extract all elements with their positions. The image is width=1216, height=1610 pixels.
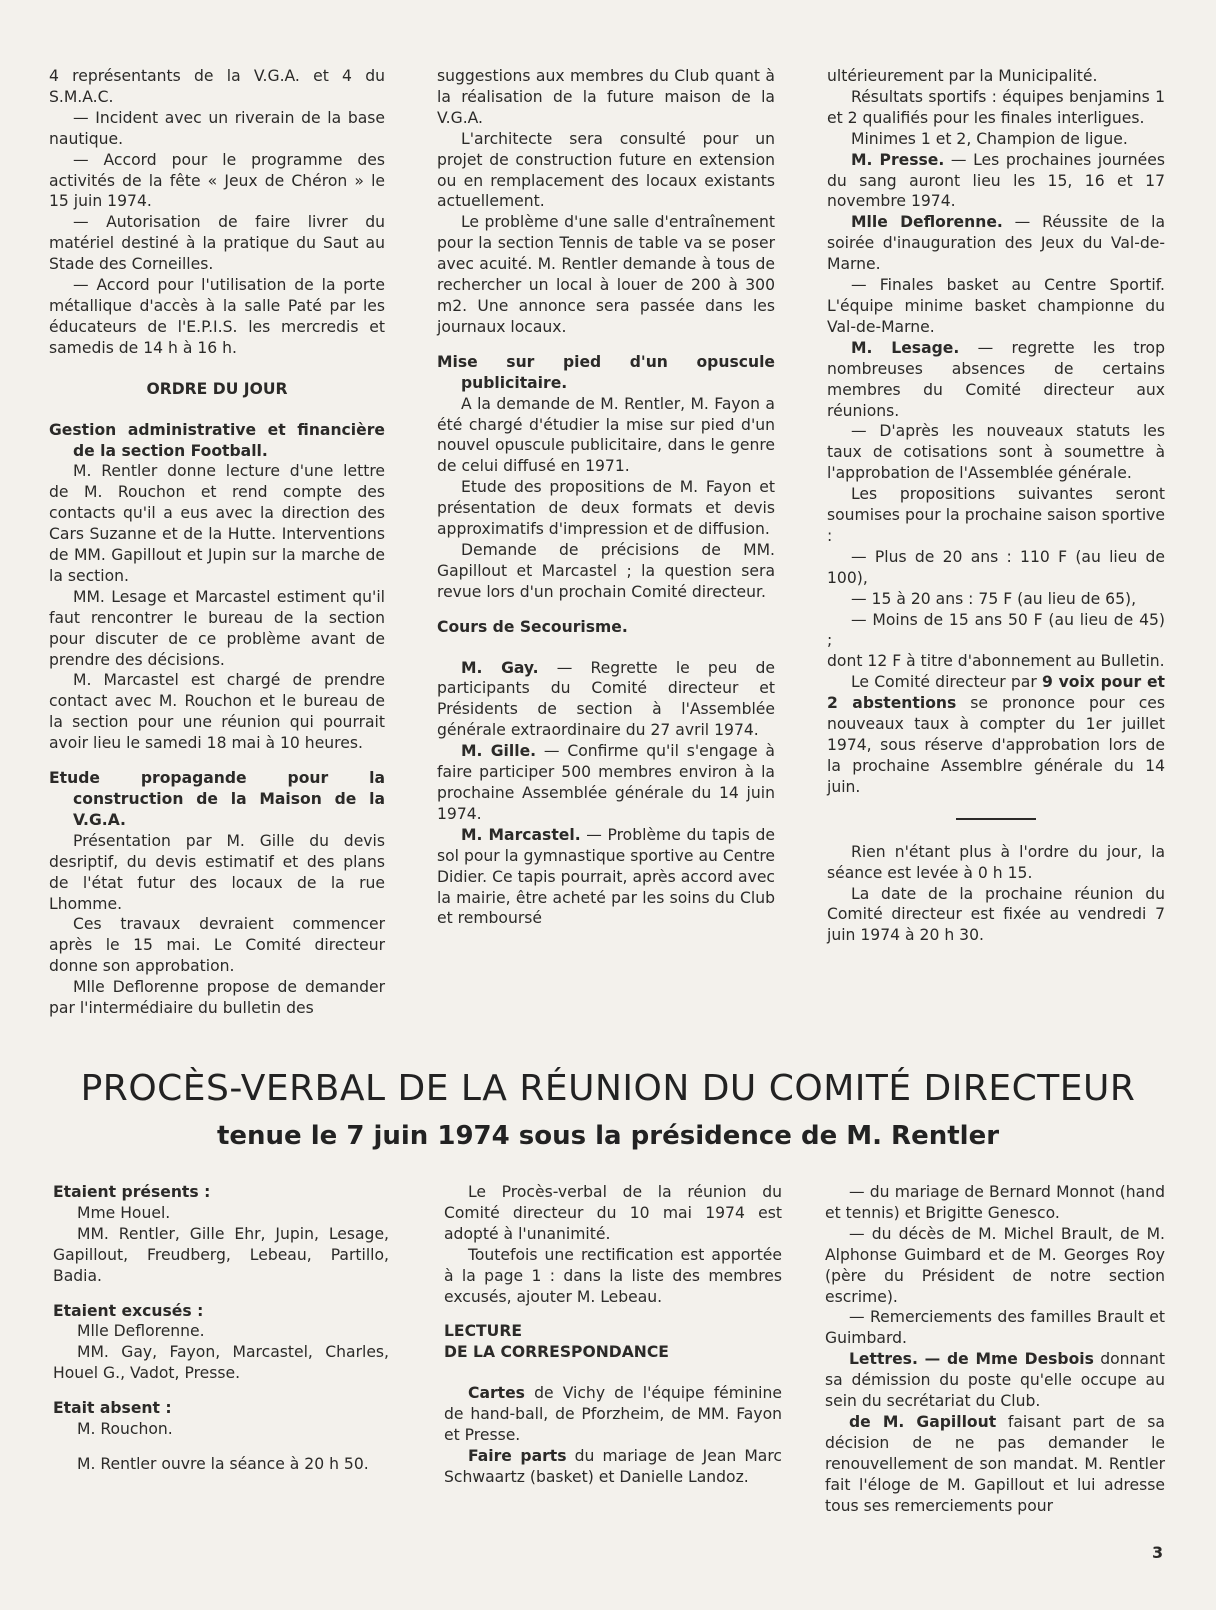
- paragraph: — Accord pour le programme des activités de la fête « Jeux de Chéron » le 15 juin 1974.: [49, 150, 385, 211]
- speaker-text: — Regrette le peu de participants du Comité directeur et Présidents de section à l'Assemblée générale extraordinaire du 27 avril 1974.: [437, 658, 775, 740]
- speaker-name: M. Marcastel.: [461, 825, 581, 844]
- page-subtitle: tenue le 7 juin 1974 sous la présidence de M. Rentler: [216, 1121, 1000, 1151]
- section-heading: LECTURE: [444, 1322, 522, 1341]
- paragraph: — Moins de 15 ans 50 F (au lieu de 45) ;: [827, 610, 1165, 650]
- speaker-text: — regrette les trop nombreuses absences de certains membres du Comité directeur aux réunions.: [827, 338, 1165, 420]
- top-column-3: [827, 66, 1165, 946]
- page-title: PROCÈS-VERBAL DE LA RÉUNION DU COMITÉ DIRECTEUR: [80, 1068, 1136, 1109]
- vote-result: 9 voix pour et 2 abstentions: [827, 673, 1165, 713]
- paragraph: [827, 212, 1165, 275]
- paragraph: Minimes 1 et 2, Champion de ligue.: [851, 129, 1128, 148]
- section-heading: Etaient excusés :: [53, 1301, 204, 1320]
- section-heading: Cours de Secourisme.: [437, 617, 628, 636]
- section-heading: Etude propagande pour la construction de la Maison de la V.G.A.: [49, 769, 385, 829]
- paragraph: Résultats sportifs : équipes benjamins 1 et 2 qualifiés pour les finales interligues.: [827, 87, 1165, 127]
- paragraph: M. Rentler ouvre la séance à 20 h 50.: [77, 1454, 369, 1473]
- paragraph: Mme Houel.: [77, 1203, 171, 1222]
- paragraph: — Accord pour l'utilisation de la porte métallique d'accès à la salle Paté par les éducateurs de l'E.P.I.S. les mercredis et samedis de 14 h à 16 h.: [49, 276, 385, 357]
- paragraph: — Finales basket au Centre Sportif. L'équipe minime basket championne du Val-de-Marne.: [827, 276, 1165, 336]
- keyword: de M. Gapillout: [849, 1412, 997, 1431]
- paragraph: [444, 1446, 782, 1488]
- paragraph: MM. Lesage et Marcastel estiment qu'il faut rencontrer le bureau de la section pour discuter de ce problème avant de prendre des décisions.: [49, 587, 385, 669]
- paragraph: — du décès de M. Michel Brault, de M. Alphonse Guimbard et de M. Georges Roy (père du Président de notre section escrime).: [825, 1224, 1165, 1306]
- paragraph: [437, 825, 775, 930]
- top-column-2: [437, 66, 775, 929]
- paragraph: [444, 1383, 782, 1446]
- paragraph: — 15 à 20 ans : 75 F (au lieu de 65),: [851, 589, 1137, 608]
- paragraph: [827, 672, 1165, 797]
- section-heading: Mise sur pied d'un opuscule publicitaire.: [437, 352, 775, 392]
- bottom-column-1: [53, 1182, 389, 1475]
- paragraph: Rien n'étant plus à l'ordre du jour, la séance est levée à 0 h 15.: [827, 842, 1165, 882]
- keyword: Faire parts: [468, 1446, 567, 1465]
- speaker-name: Mlle Deflorenne.: [851, 213, 1003, 232]
- paragraph: MM. Gay, Fayon, Marcastel, Charles, Houel G., Vadot, Presse.: [53, 1343, 389, 1383]
- speaker-text: — Les prochaines journées du sang auront lieu les 15, 16 et 17 novembre 1974.: [827, 150, 1165, 211]
- paragraph: — Plus de 20 ans : 110 F (au lieu de 100),: [827, 547, 1165, 587]
- paragraph: M. Rentler donne lecture d'une lettre de M. Rouchon et rend compte des contacts qu'il a eus avec la direction des Cars Suzanne et de la Hutte. Interventions de MM. Gapillout et Jupin sur la marche de la section.: [49, 462, 385, 585]
- vote-text: Le Comité directeur par: [851, 673, 1042, 692]
- paragraph: Mlle Deflorenne.: [77, 1322, 205, 1341]
- speaker-name: M. Gay.: [461, 658, 539, 677]
- speaker-name: M. Lesage.: [851, 338, 960, 357]
- bottom-column-2: [444, 1182, 782, 1488]
- divider: [956, 818, 1036, 820]
- section-heading: DE LA CORRESPONDANCE: [444, 1343, 669, 1362]
- paragraph: 4 représentants de la V.G.A. et 4 du S.M.A.C.: [49, 67, 385, 106]
- paragraph: [825, 1412, 1165, 1517]
- paragraph: Les propositions suivantes seront soumises pour la prochaine saison sportive :: [827, 485, 1165, 545]
- paragraph: [437, 658, 775, 742]
- paragraph: dont 12 F à titre d'abonnement au Bulletin.: [827, 652, 1165, 671]
- paragraph: Le problème d'une salle d'entraînement pour la section Tennis de table va se poser avec acuité. M. Rentler demande à tous de rechercher un local à louer de 200 à 300 m2. Une annonce sera passée dans les journaux locaux.: [437, 213, 775, 336]
- paragraph: — Autorisation de faire livrer du matériel destiné à la pratique du Saut au Stade des Corneilles.: [49, 213, 385, 274]
- speaker-name: M. Presse.: [851, 150, 945, 169]
- paragraph: Etude des propositions de M. Fayon et présentation de deux formats et devis approximatifs d'impression et de diffusion.: [437, 478, 775, 539]
- paragraph: — D'après les nouveaux statuts les taux de cotisations sont à soumettre à l'approbation de l'Assemblée générale.: [827, 422, 1165, 483]
- text: donnant sa démission du poste qu'elle occupe au sein du secrétariat du Club.: [825, 1350, 1165, 1411]
- paragraph: suggestions aux membres du Club quant à la réalisation de la future maison de la V.G.A.: [437, 67, 775, 127]
- paragraph: A la demande de M. Rentler, M. Fayon a été chargé d'étudier la mise sur pied d'un nouvel opuscule publicitaire, dans le genre de celui diffusé en 1971.: [437, 394, 775, 476]
- paragraph: [827, 338, 1165, 422]
- paragraph: [827, 150, 1165, 213]
- speaker-text: — Problème du tapis de sol pour la gymnastique sportive au Centre Didier. Ce tapis pourrait, après accord avec la mairie, être acheté par les soins du Club et remboursé: [437, 825, 775, 928]
- keyword: Lettres. — de Mme Desbois: [849, 1350, 1094, 1369]
- paragraph: [437, 741, 775, 825]
- paragraph: M. Marcastel est chargé de prendre contact avec M. Rouchon et le bureau de la section pour une réunion qui pourrait avoir lieu le samedi 18 mai à 10 heures.: [49, 671, 385, 753]
- bottom-column-3: [825, 1182, 1165, 1517]
- paragraph: Toutefois une rectification est apportée à la page 1 : dans la liste des membres excusés, ajouter M. Lebeau.: [444, 1245, 782, 1306]
- page-number: 3: [1152, 1543, 1164, 1562]
- speaker-text: — Réussite de la soirée d'inauguration des Jeux du Val-de-Marne.: [827, 213, 1165, 274]
- paragraph: Le Procès-verbal de la réunion du Comité directeur du 10 mai 1974 est adopté à l'unanimité.: [444, 1183, 782, 1243]
- keyword: Cartes: [468, 1384, 525, 1403]
- section-heading: Etait absent :: [53, 1399, 172, 1418]
- section-heading: Gestion administrative et financière de la section Football.: [49, 420, 385, 460]
- text: du mariage de Jean Marc Schwaartz (basket) et Danielle Landoz.: [444, 1446, 782, 1486]
- text: faisant part de sa décision de ne pas demander le renouvellement de son mandat. M. Rentler fait l'éloge de M. Gapillout et lui adresse tous ses remerciements pour: [825, 1412, 1165, 1515]
- paragraph: Demande de précisions de MM. Gapillout et Marcastel ; la question sera revue lors d'un prochain Comité directeur.: [437, 540, 775, 601]
- paragraph: La date de la prochaine réunion du Comité directeur est fixée au vendredi 7 juin 1974 à 20 h 30.: [827, 884, 1165, 945]
- paragraph: — du mariage de Bernard Monnot (hand et tennis) et Brigitte Genesco.: [825, 1183, 1165, 1222]
- paragraph: MM. Rentler, Gille Ehr, Jupin, Lesage, Gapillout, Freudberg, Lebeau, Partillo, Badia.: [53, 1224, 389, 1285]
- top-column-1: [49, 66, 385, 1019]
- section-heading-ordre-du-jour: ORDRE DU JOUR: [146, 379, 288, 398]
- text: de Vichy de l'équipe féminine de hand-ball, de Pforzheim, de MM. Fayon et Presse.: [444, 1384, 782, 1445]
- paragraph: Ces travaux devraient commencer après le 15 mai. Le Comité directeur donne son approbation.: [49, 915, 385, 976]
- speaker-name: M. Gille.: [461, 742, 537, 761]
- paragraph: ultérieurement par la Municipalité.: [827, 67, 1098, 85]
- paragraph: Présentation par M. Gille du devis desriptif, du devis estimatif et des plans de l'état futur des locaux de la rue Lhomme.: [49, 831, 385, 913]
- vote-text: se prononce pour ces nouveaux taux à compter du 1er juillet 1974, sous réserve d'approbation lors de la prochaine Assemblre générale du 14 juin.: [827, 694, 1165, 796]
- paragraph: L'architecte sera consulté pour un projet de construction future en extension ou en remplacement des locaux existants actuellement.: [437, 129, 775, 211]
- paragraph: [825, 1349, 1165, 1412]
- paragraph: — Remerciements des familles Brault et Guimbard.: [825, 1308, 1165, 1348]
- speaker-text: — Confirme qu'il s'engage à faire participer 500 membres environ à la prochaine Assemblée générale du 14 juin 1974.: [437, 742, 775, 823]
- paragraph: M. Rouchon.: [77, 1420, 173, 1439]
- paragraph: Mlle Deflorenne propose de demander par l'intermédiaire du bulletin des: [49, 978, 385, 1018]
- paragraph: — Incident avec un riverain de la base nautique.: [49, 108, 385, 148]
- section-heading: Etaient présents :: [53, 1183, 211, 1201]
